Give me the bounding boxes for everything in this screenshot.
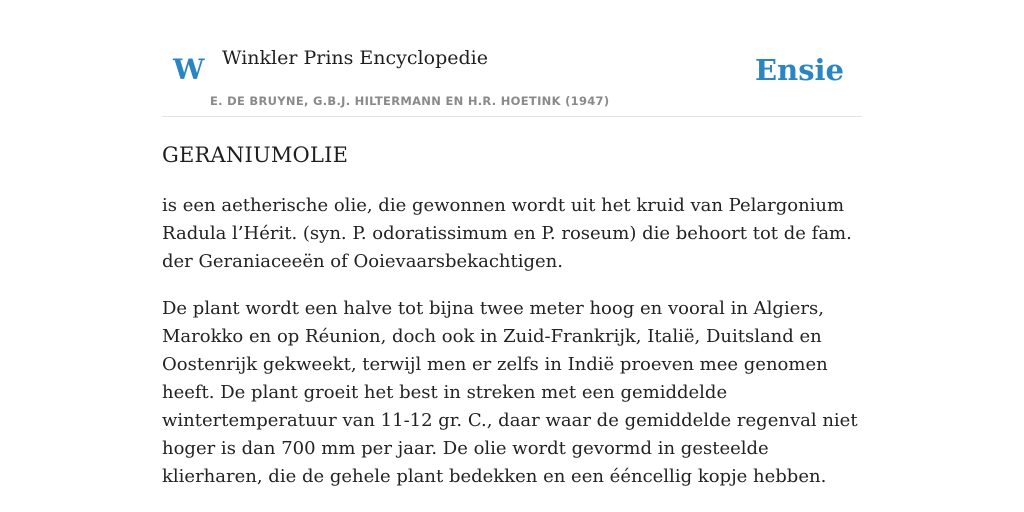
article-paragraph-2: De plant wordt een halve tot bijna twee meter hoog en vooral in Algiers, Marokko en op Réunion, doch ook in Zuid-Frankrijk, Italië, Duitsland en Oostenrijk gekweekt, terwijl men er zelfs in Indië proeven mee genomen heeft. De plant groeit het best in streken met een gemiddelde wintertemperatuur van 11-12 gr. C., daar waar de gemiddelde regenval niet hoger is dan 700 mm per jaar. De olie wordt gevormd in gesteelde klierharen, die de gehele plant bedekken en een ééncellig kopje hebben.: [162, 298, 858, 487]
ensie-brand-logo[interactable]: Ensie: [755, 53, 844, 87]
encyclopedia-authors: E. DE BRUYNE, G.B.J. HILTERMANN EN H.R. HOETINK (1947): [210, 94, 610, 108]
site-header: [162, 0, 862, 117]
article-headword: GERANIUMOLIE: [162, 143, 349, 167]
encyclopedia-logo-icon[interactable]: W: [173, 53, 205, 86]
article-paragraph-1: is een aetherische olie, die gewonnen wordt uit het kruid van Pelargonium Radula l’Hérit. (syn. P. odoratissimum en P. roseum) die behoort tot de fam. der Geraniaceeën of Ooievaarsbekachtigen.: [162, 195, 852, 272]
encyclopedia-title[interactable]: Winkler Prins Encyclopedie: [222, 47, 488, 69]
